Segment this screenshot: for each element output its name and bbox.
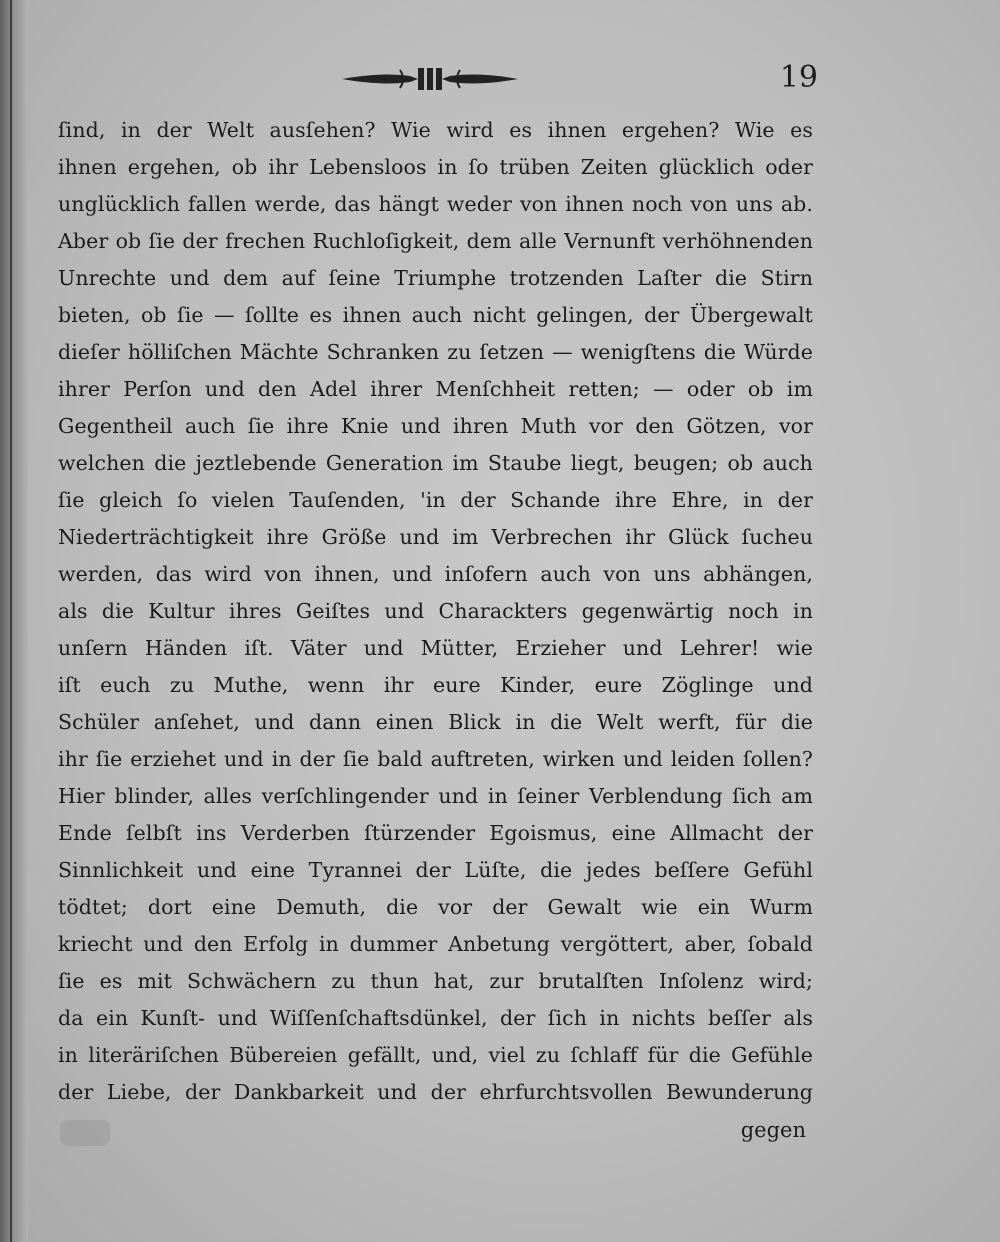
- text-line: ihnen ergehen, ob ihr Lebensloos in ſo trüben Zeiten glücklich oder: [58, 155, 813, 179]
- gutter-edge: [10, 0, 12, 1242]
- text-line: kriecht und den Erfolg in dummer Anbetung vergöttert, aber, ſobald: [58, 932, 813, 956]
- text-line: Niederträchtigkeit ihre Größe und im Verbrechen ihr Glück ſucheu: [58, 525, 813, 549]
- text-line: da ein Kunſt- und Wiſſenſchaftsdünkel, der ſich in nichts beſſer als: [58, 1006, 813, 1030]
- text-line: Gegentheil auch ſie ihre Knie und ihren Muth vor den Götzen, vor: [58, 414, 813, 438]
- body-text: [58, 112, 813, 1111]
- text-line: als die Kultur ihres Geiſtes und Charackters gegenwärtig noch in: [58, 599, 813, 623]
- text-line: ihrer Perſon und den Adel ihrer Menſchheit retten; — oder ob im: [58, 377, 813, 401]
- text-line: unſern Händen iſt. Väter und Mütter, Erzieher und Lehrer! wie: [58, 636, 813, 660]
- text-line: werden, das wird von ihnen, und inſofern auch von uns abhängen,: [58, 562, 813, 586]
- page-number: 19: [779, 60, 818, 95]
- text-line: ſie es mit Schwächern zu thun hat, zur brutalſten Inſolenz wird;: [58, 969, 813, 993]
- text-line: ihr ſie erziehet und in der ſie bald auftreten, wirken und leiden ſollen?: [58, 747, 813, 771]
- text-line: ſie gleich ſo vielen Tauſenden, 'in der Schande ihre Ehre, in der: [58, 488, 813, 512]
- text-line: Schüler anſehet, und dann einen Blick in die Welt werft, für die: [58, 710, 813, 734]
- text-line: unglücklich fallen werde, das hängt weder von ihnen noch von uns ab.: [58, 192, 813, 216]
- catchword: gegen: [740, 1118, 806, 1142]
- ornament-icon: [340, 62, 520, 96]
- text-line: Unrechte und dem auf ſeine Triumphe trotzenden Laſter die Stirn: [58, 266, 813, 290]
- text-line: iſt euch zu Muthe, wenn ihr eure Kinder, eure Zöglinge und: [58, 673, 813, 697]
- text-line: welchen die jeztlebende Generation im Staube liegt, beugen; ob auch: [58, 451, 813, 475]
- text-line: der Liebe, der Dankbarkeit und der ehrfurchtsvollen Bewunderung: [58, 1080, 813, 1104]
- book-gutter: [0, 0, 28, 1242]
- text-line: Aber ob ſie der frechen Ruchloſigkeit, dem alle Vernunft verhöhnenden: [58, 229, 813, 253]
- text-line: dieſer hölliſchen Mächte Schranken zu ſetzen — wenigſtens die Würde: [58, 340, 813, 364]
- text-line: Ende ſelbſt ins Verderben ſtürzender Egoismus, eine Allmacht der: [58, 821, 813, 845]
- text-line: Hier blinder, alles verſchlingender und in ſeiner Verblendung ſich am: [58, 784, 813, 808]
- ink-smudge: [60, 1120, 110, 1146]
- text-line: ſind, in der Welt ausſehen? Wie wird es ihnen ergehen? Wie es: [58, 118, 813, 142]
- text-line: tödtet; dort eine Demuth, die vor der Gewalt wie ein Wurm: [58, 895, 813, 919]
- text-line: bieten, ob ſie — ſollte es ihnen auch nicht gelingen, der Übergewalt: [58, 303, 813, 327]
- text-line: Sinnlichkeit und eine Tyrannei der Lüſte, die jedes beſſere Gefühl: [58, 858, 813, 882]
- text-line: in literäriſchen Bübereien gefällt, und, viel zu ſchlaff für die Gefühle: [58, 1043, 813, 1067]
